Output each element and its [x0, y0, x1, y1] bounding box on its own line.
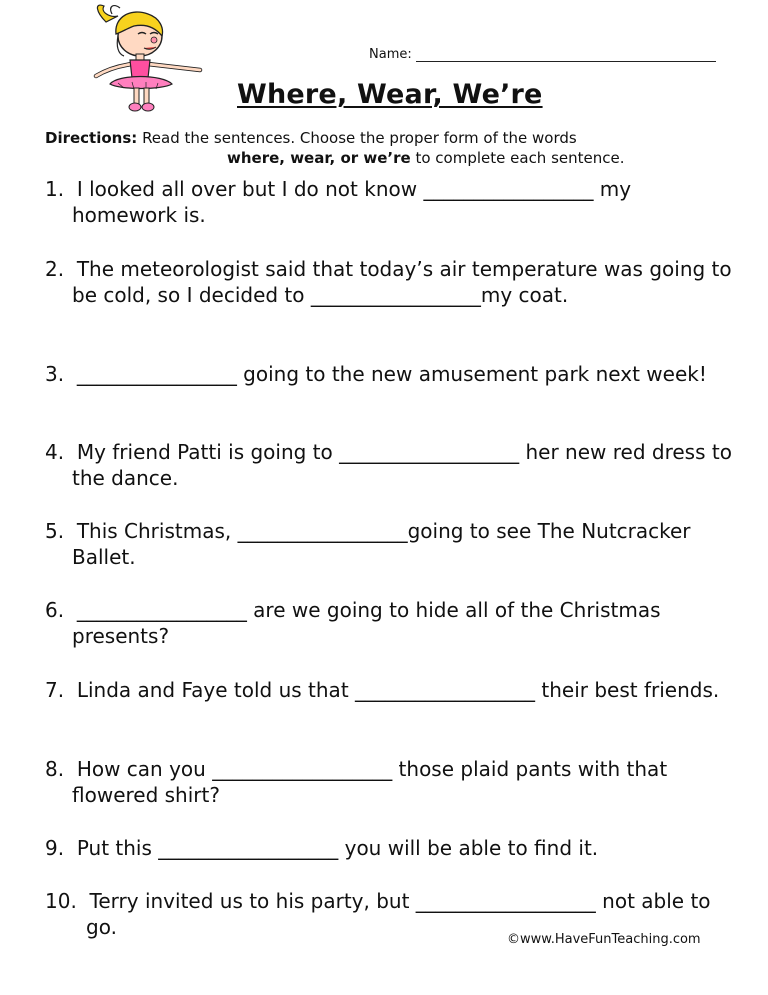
- question-7: [45, 677, 735, 703]
- question-text: The meteorologist said that today’s air temperature was going to be cold, so I decided to _________________my coat.: [72, 257, 732, 307]
- question-number: 8.: [45, 757, 65, 781]
- question-number: 4.: [45, 440, 65, 464]
- question-text: _________________ are we going to hide all of the Christmas presents?: [72, 598, 661, 648]
- question-number: 6.: [45, 598, 65, 622]
- question-5: [45, 518, 735, 570]
- question-3: [45, 361, 735, 387]
- question-1: [45, 176, 735, 228]
- question-text: I looked all over but I do not know _________________ my homework is.: [72, 177, 632, 227]
- directions-words: where, wear, or we’re: [227, 149, 411, 167]
- question-2: [45, 256, 735, 308]
- question-number: 9.: [45, 836, 65, 860]
- question-4: [45, 439, 735, 491]
- worksheet-title: Where, Wear, We’re: [237, 79, 543, 110]
- question-text: ________________ going to the new amusement park next week!: [76, 362, 707, 386]
- question-text: This Christmas, _________________going to see The Nutcracker Ballet.: [72, 519, 691, 569]
- question-9: [45, 835, 735, 861]
- question-number: 10.: [45, 889, 77, 913]
- question-6: [45, 597, 735, 649]
- directions: [45, 128, 745, 168]
- question-8: [45, 756, 735, 808]
- question-text: Linda and Faye told us that __________________ their best friends.: [76, 678, 720, 702]
- directions-label: Directions:: [45, 129, 138, 147]
- question-text: How can you __________________ those plaid pants with that flowered shirt?: [72, 757, 668, 807]
- directions-line1: Read the sentences. Choose the proper form of the words: [142, 129, 577, 147]
- ballerina-girl-icon: [88, 4, 206, 116]
- question-number: 7.: [45, 678, 65, 702]
- name-label: Name:: [369, 47, 412, 62]
- question-text: Terry invited us to his party, but __________________ not able to go.: [86, 889, 711, 939]
- question-number: 1.: [45, 177, 65, 201]
- copyright-footer: ©www.HaveFunTeaching.com: [507, 932, 701, 947]
- question-number: 2.: [45, 257, 65, 281]
- question-number: 5.: [45, 519, 65, 543]
- name-field: [369, 47, 716, 62]
- directions-line2: to complete each sentence.: [415, 149, 625, 167]
- name-blank-line[interactable]: [416, 49, 716, 62]
- question-text: My friend Patti is going to __________________ her new red dress to the dance.: [72, 440, 732, 490]
- question-number: 3.: [45, 362, 65, 386]
- question-text: Put this __________________ you will be able to find it.: [76, 836, 599, 860]
